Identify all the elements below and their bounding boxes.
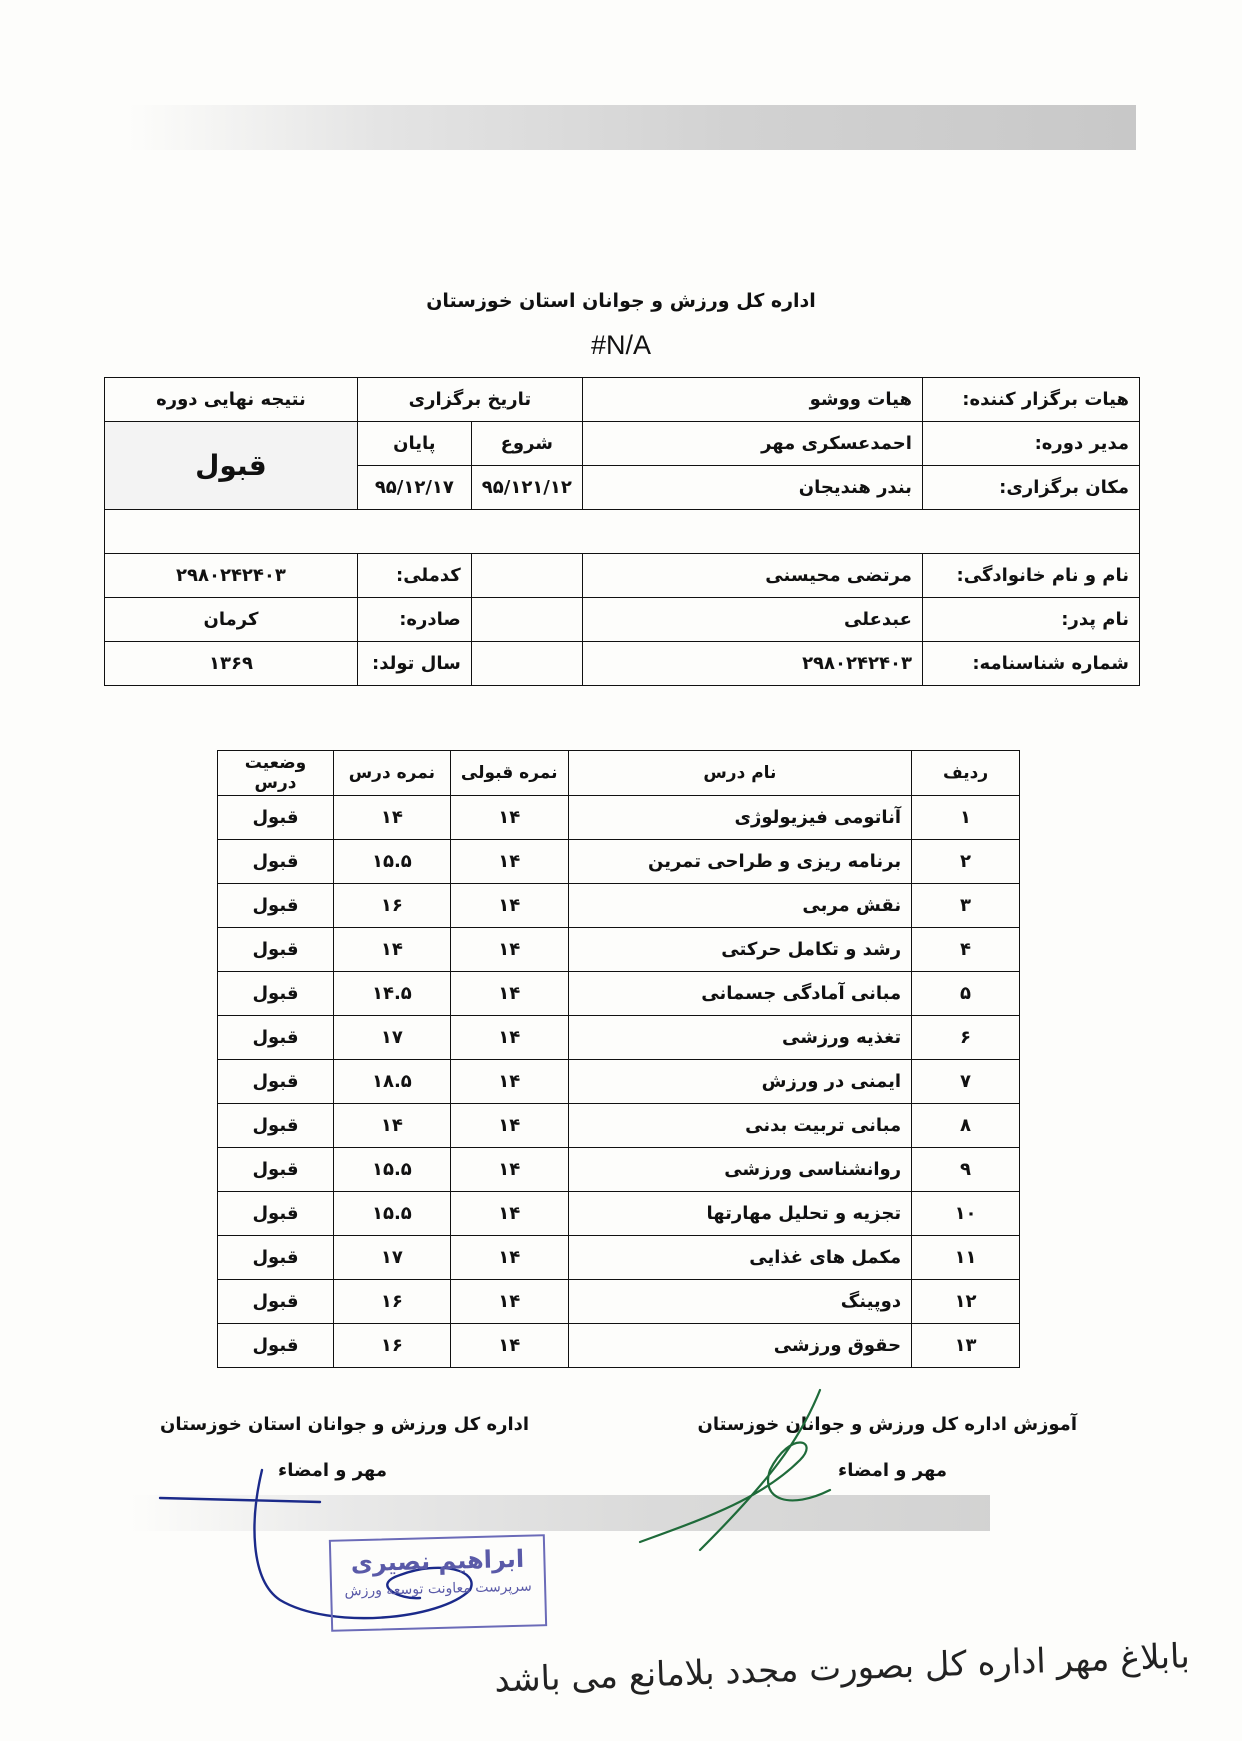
pass-mark: ۱۴ (450, 1016, 568, 1060)
pass-mark: ۱۴ (450, 1148, 568, 1192)
grade: ۱۵.۵ (333, 840, 450, 884)
end-date: ۹۵/۱۲/۱۷ (357, 466, 471, 510)
left-signature-sub: مهر و امضاء (278, 1460, 387, 1481)
grade: ۱۵.۵ (333, 1148, 450, 1192)
row-number: ۲ (912, 840, 1020, 884)
table-row (218, 1236, 1020, 1280)
row-number: ۱۳ (912, 1324, 1020, 1368)
row-number: ۱۱ (912, 1236, 1020, 1280)
right-signature-sub: مهر و امضاء (838, 1460, 947, 1481)
header-title: اداره کل ورزش و جوانان استان خوزستان (426, 290, 816, 312)
row-number: ۸ (912, 1104, 1020, 1148)
status: قبول (218, 1104, 334, 1148)
organizer-label: هیات برگزار کننده: (922, 378, 1139, 422)
info-table (104, 377, 1140, 686)
status: قبول (218, 972, 334, 1016)
father-value: عبدعلی (582, 598, 922, 642)
row-number: ۷ (912, 1060, 1020, 1104)
spacer-row (105, 510, 1140, 554)
grade: ۱۶ (333, 884, 450, 928)
pass-mark: ۱۴ (450, 1060, 568, 1104)
status: قبول (218, 1060, 334, 1104)
row-number: ۶ (912, 1016, 1020, 1060)
status: قبول (218, 928, 334, 972)
pass-mark: ۱۴ (450, 1236, 568, 1280)
course-name: برنامه ریزی و طراحی تمرین (568, 840, 911, 884)
national-id-value: ۲۹۸۰۲۴۲۴۰۳ (105, 554, 358, 598)
start-date: ۹۵/۱۲۱/۱۲ (471, 466, 582, 510)
grade: ۱۴ (333, 928, 450, 972)
table-row (218, 972, 1020, 1016)
status: قبول (218, 1280, 334, 1324)
location-value: بندر هندیجان (582, 466, 922, 510)
table-row (218, 1104, 1020, 1148)
manager-label: مدیر دوره: (922, 422, 1139, 466)
birth-year-value: ۱۳۶۹ (105, 642, 358, 686)
empty-cell (471, 642, 582, 686)
table-row (218, 1060, 1020, 1104)
id-number-label: شماره شناسنامه: (922, 642, 1139, 686)
row-number: ۹ (912, 1148, 1020, 1192)
grade: ۱۸.۵ (333, 1060, 450, 1104)
col-header-status: وضعیت درس (218, 751, 334, 796)
left-signature-title: اداره کل ورزش و جوانان استان خوزستان (160, 1414, 530, 1435)
row-number: ۱۰ (912, 1192, 1020, 1236)
col-header-course: نام درس (568, 751, 911, 796)
id-number-value: ۲۹۸۰۲۴۲۴۰۳ (582, 642, 922, 686)
course-name: رشد و تکامل حرکتی (568, 928, 911, 972)
course-name: دوپینگ (568, 1280, 911, 1324)
course-name: مبانی تربیت بدنی (568, 1104, 911, 1148)
grades-table (217, 750, 1020, 1368)
pass-mark: ۱۴ (450, 796, 568, 840)
issued-label: صادره: (357, 598, 471, 642)
pass-mark: ۱۴ (450, 1280, 568, 1324)
grade: ۱۴ (333, 796, 450, 840)
start-label: شروع (471, 422, 582, 466)
table-row (218, 1148, 1020, 1192)
row-number: ۱۲ (912, 1280, 1020, 1324)
status: قبول (218, 884, 334, 928)
organizer-value: هیات ووشو (582, 378, 922, 422)
row-number: ۵ (912, 972, 1020, 1016)
course-name: حقوق ورزشی (568, 1324, 911, 1368)
father-label: نام پدر: (922, 598, 1139, 642)
table-row (218, 840, 1020, 884)
row-number: ۳ (912, 884, 1020, 928)
col-header-grade: نمره درس (333, 751, 450, 796)
course-name: نقش مربی (568, 884, 911, 928)
table-row (218, 1192, 1020, 1236)
official-stamp (329, 1534, 547, 1632)
empty-cell (471, 598, 582, 642)
col-header-pass-mark: نمره قبولی (450, 751, 568, 796)
col-header-row: ردیف (912, 751, 1020, 796)
table-row (218, 1280, 1020, 1324)
pass-mark: ۱۴ (450, 884, 568, 928)
end-label: پایان (357, 422, 471, 466)
fullname-label: نام و نام خانوادگی: (922, 554, 1139, 598)
table-row (218, 928, 1020, 972)
grade: ۱۵.۵ (333, 1192, 450, 1236)
status: قبول (218, 1192, 334, 1236)
table-row (218, 1016, 1020, 1060)
row-number: ۱ (912, 796, 1020, 840)
status: قبول (218, 1016, 334, 1060)
course-name: ایمنی در ورزش (568, 1060, 911, 1104)
status: قبول (218, 796, 334, 840)
pass-mark: ۱۴ (450, 972, 568, 1016)
row-number: ۴ (912, 928, 1020, 972)
table-row (218, 1324, 1020, 1368)
pass-mark: ۱۴ (450, 1324, 568, 1368)
result-value: قبول (105, 422, 358, 510)
fullname-value: مرتضی محیسنی (582, 554, 922, 598)
grade: ۱۴.۵ (333, 972, 450, 1016)
grade: ۱۶ (333, 1280, 450, 1324)
national-id-label: کدملی: (357, 554, 471, 598)
table-row (218, 796, 1020, 840)
handwritten-note: بابلاغ مهر اداره کل بصورت مجدد بلامانع می باشد (493, 1636, 1191, 1701)
course-name: روانشناسی ورزشی (568, 1148, 911, 1192)
pass-mark: ۱۴ (450, 1192, 568, 1236)
empty-cell (471, 554, 582, 598)
header-code: #N/A (590, 330, 652, 360)
grade: ۱۴ (333, 1104, 450, 1148)
pass-mark: ۱۴ (450, 1104, 568, 1148)
scan-bar-top (128, 105, 1136, 150)
course-name: تغذیه ورزشی (568, 1016, 911, 1060)
stamp-role: سرپرست معاونت توسعه ورزش (344, 1578, 532, 1600)
pass-mark: ۱۴ (450, 840, 568, 884)
status: قبول (218, 1324, 334, 1368)
manager-value: احمدعسکری مهر (582, 422, 922, 466)
grade: ۱۶ (333, 1324, 450, 1368)
status: قبول (218, 840, 334, 884)
status: قبول (218, 1236, 334, 1280)
table-row (218, 884, 1020, 928)
course-name: مبانی آمادگی جسمانی (568, 972, 911, 1016)
grade: ۱۷ (333, 1016, 450, 1060)
location-label: مکان برگزاری: (922, 466, 1139, 510)
right-signature-title: آموزش اداره کل ورزش و جوانان خوزستان (697, 1414, 1077, 1435)
course-name: آناتومی فیزیولوژی (568, 796, 911, 840)
grade: ۱۷ (333, 1236, 450, 1280)
scan-bar-bottom (130, 1495, 990, 1531)
pass-mark: ۱۴ (450, 928, 568, 972)
course-name: تجزیه و تحلیل مهارتها (568, 1192, 911, 1236)
stamp-name: ابراهیم نصیری (350, 1544, 525, 1578)
course-name: مکمل های غذایی (568, 1236, 911, 1280)
result-label: نتیجه نهایی دوره (105, 378, 358, 422)
dates-label: تاریخ برگزاری (357, 378, 582, 422)
birth-year-label: سال تولد: (357, 642, 471, 686)
issued-value: کرمان (105, 598, 358, 642)
status: قبول (218, 1148, 334, 1192)
